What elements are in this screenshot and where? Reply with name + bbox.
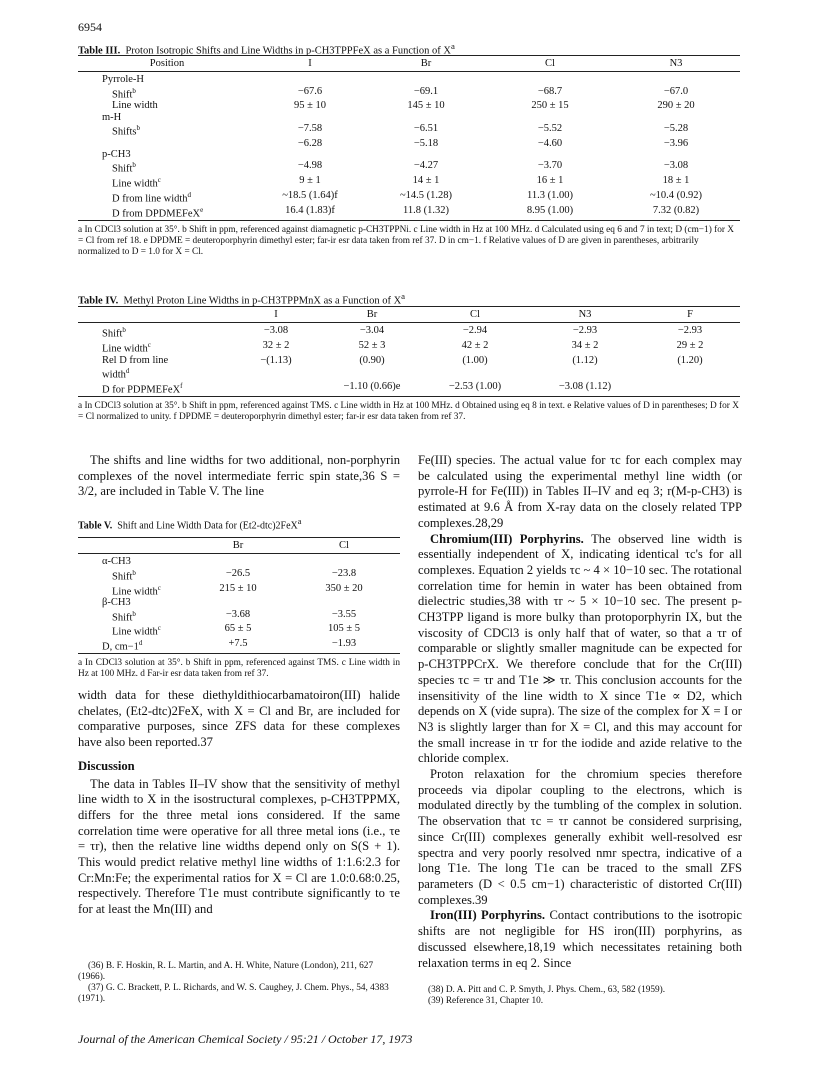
table-cell: −3.04: [359, 325, 385, 337]
table-cell: (0.90): [359, 354, 385, 366]
right-column: [418, 453, 742, 971]
table-cell: −7.58: [297, 122, 323, 134]
table-header-row: [78, 538, 400, 554]
right-references: [418, 985, 742, 1007]
table-cell: 8.95 (1.00): [526, 204, 574, 216]
table-row: [78, 138, 740, 149]
table-cell: 7.32 (0.82): [652, 204, 700, 216]
column-header: I: [228, 307, 324, 323]
right-para-1: Fe(III) species. The actual value for τc for each complex may be calculated using the experimental methyl line width (or pyrrole-H for Fe(III)) in Tables II–IV and eq 3; r(M-p-CH3) is estimated at 9.6 Å from X-ray data on the closely related TPP complexes.28,29: [418, 453, 742, 530]
table-row: [78, 149, 740, 160]
table-cell: 290 ± 20: [657, 100, 695, 112]
table-row: [78, 86, 740, 101]
table-cell: [188, 597, 288, 608]
column-header: [78, 538, 188, 554]
table5-label: Table V.: [78, 520, 113, 532]
chromium-heading: Chromium(III) Porphyrins.: [430, 531, 584, 546]
table-cell: −(1.13): [260, 354, 292, 366]
table5-grid: [78, 537, 400, 655]
table-cell: 250 ± 15: [531, 100, 569, 112]
table-cell: −3.70: [537, 160, 563, 172]
left-references: [78, 961, 400, 1005]
table4-title: Methyl Proton Line Widths in p-CH3TPPMnX as a Function of X: [123, 295, 402, 307]
table-cell: −4.60: [537, 137, 563, 149]
table-row: [78, 554, 400, 568]
row-label: width$^d$: [102, 367, 130, 381]
left-para-1: The shifts and line widths for two additional, non-porphyrin complexes of the novel intermediate ferric spin state,36 S = 3/2, are included in Table V. The line: [78, 453, 400, 499]
table4: [78, 306, 740, 423]
table-bottom-rule: [78, 396, 740, 398]
row-label: D from line width$^d$: [112, 190, 192, 205]
table-cell: −5.18: [413, 137, 439, 149]
table-row: [78, 623, 400, 638]
table-cell: [488, 72, 612, 86]
table-cell: 52 ± 3: [358, 340, 386, 352]
table-cell: [640, 381, 740, 396]
column-header: N3: [612, 56, 740, 72]
table-bottom-rule: [78, 220, 740, 222]
row-label: Shifts$^b$: [112, 123, 141, 138]
table-cell: −68.7: [537, 85, 563, 97]
table-cell: −3.08: [663, 160, 689, 172]
table-bottom-rule: [78, 654, 400, 656]
table-cell: 105 ± 5: [327, 623, 360, 635]
table-row: [78, 638, 400, 653]
right-para-4: Iron(III) Porphyrins. Contact contributions to the isotropic shifts are not negligible for HS iron(III) porphyrins, as discussed elsewhere,18,19 which necessitates retaining both relaxation terms in eq 2. Since: [418, 908, 742, 970]
table-row: [78, 609, 400, 624]
table-cell: [612, 149, 740, 160]
table-row: [78, 112, 740, 123]
table-cell: [228, 381, 324, 396]
table-cell: −3.55: [331, 608, 357, 620]
table-cell: (1.00): [462, 354, 488, 366]
row-label: Shift$^b$: [112, 86, 136, 101]
column-header: N3: [530, 307, 640, 323]
row-label: m-H: [102, 111, 122, 123]
table-cell: (1.12): [572, 354, 598, 366]
table-cell: −1.93: [331, 638, 357, 650]
row-label: Line width$^c$: [112, 624, 161, 638]
row-label: Pyrrole-H: [102, 74, 144, 86]
table-cell: 34 ± 2: [571, 340, 599, 352]
table-cell: [364, 149, 488, 160]
left-para-2: width data for these diethyldithiocarbamatoiron(III) halide chelates, (Et2-dtc)2FeX, with X = Cl and Br, are included for comparative purposes, since ZFS data for these complexes have also been reported.37: [78, 688, 400, 750]
reference-37: (37) G. C. Brackett, P. L. Richards, and W. S. Caughey, J. Chem. Phys., 54, 4383 (1971).: [78, 983, 389, 1004]
row-label: D, $cm-1^d$: [102, 639, 143, 653]
table-cell: −2.93: [572, 325, 598, 337]
table4-label: Table IV.: [78, 295, 119, 307]
table-row: [78, 366, 740, 381]
right-para-3: Proton relaxation for the chromium species therefore proceeds via dipolar coupling to the electrons, which is modulated directly by the tumbling of the complex in solution. The observation that τc = τr cannot be considered surprising, since Cr(III) complexes generally exhibit well-resolved esr spectra and very poorly resolved nmr spectra, indicative of a long T1e. The long T1e can be traced to the small ZFS parameters (D < 0.5 cm−1) characteristic of distorted Cr(III) complexes.39: [418, 767, 742, 907]
table-cell: 11.8 (1.32): [403, 204, 449, 216]
row-label: [78, 138, 256, 149]
table-row: [78, 100, 740, 111]
row-label: Line width$^c$: [102, 341, 151, 355]
table-cell: −67.6: [297, 85, 323, 97]
table-cell: 145 ± 10: [407, 100, 445, 112]
table-cell: 95 ± 10: [293, 100, 326, 112]
column-header: Br: [364, 56, 488, 72]
table-cell: [488, 112, 612, 123]
table-header-row: [78, 307, 740, 323]
table-cell: 11.3 (1.00): [527, 189, 573, 201]
row-label: Shift$^b$: [112, 609, 136, 624]
table-cell: −2.93: [677, 325, 703, 337]
table-cell: −26.5: [225, 567, 251, 579]
table-cell: −3.68: [225, 608, 251, 620]
table-cell: −3.96: [663, 137, 689, 149]
table-cell: [256, 112, 364, 123]
table-cell: [488, 149, 612, 160]
table-cell: 16.4 (1.83)f: [285, 204, 335, 216]
row-label: β-CH3: [102, 597, 131, 609]
right-para-2: Chromium(III) Porphyrins. The observed line width is essentially independent of X, indicating identical τc's for all complexes. Equation 2 yields τc ~ 4 × 10−10 sec. The rotational correlation time for hemin in water has been obtained from dielectric studies,38 with τr ~ 5 × 10−10 sec. The present p-CH3TPP ligand is more bulky than protoporphyrin IX, but the viscosity of CDCl3 is only half that of water, so that a τr of comparable or slightly smaller magnitude can be expected for p-CH3TPPCrX. We therefore conclude that for the Cr(III) species τc = τr and T1e ≫ τr. This conclusion accounts for the insensitivity of the line width to X since T1e ∝ D2, which depends on X (vide supra). The size of the complex for X = I or N3 is slightly larger than for X = Cl, and this may account for the small increase in τr for the iodide and azide relative to the chloride complex.: [418, 531, 743, 766]
table-cell: 350 ± 20: [325, 582, 363, 594]
left-column: [78, 453, 400, 918]
table-row: [78, 355, 740, 366]
table-cell: −2.53 (1.00): [448, 380, 502, 392]
table-cell: [228, 366, 324, 381]
column-header: Cl: [488, 56, 612, 72]
table-cell: 65 ± 5: [224, 623, 252, 635]
table-cell: [612, 72, 740, 86]
table-header-row: [78, 56, 740, 72]
column-header: Br: [188, 538, 288, 554]
table-cell: [256, 72, 364, 86]
table-cell: −69.1: [413, 85, 439, 97]
table-cell: −1.10 (0.66)e: [343, 380, 401, 392]
table-cell: −23.8: [331, 567, 357, 579]
iron-heading: Iron(III) Porphyrins.: [430, 908, 546, 923]
table-row: [78, 175, 740, 190]
row-label: Line width$^c$: [112, 176, 161, 190]
table4-caption: Table IV. Methyl Proton Line Widths in p-CH3TPPMnX as a Function of $X^a$: [78, 291, 406, 307]
table-cell: −6.51: [413, 122, 439, 134]
table-row: [78, 597, 400, 608]
reference-39: (39) Reference 31, Chapter 10.: [428, 996, 544, 1006]
table-cell: [324, 366, 420, 381]
column-header: Br: [324, 307, 420, 323]
table3-label: Table III.: [78, 45, 121, 57]
row-label: Line width$^c$: [112, 583, 161, 598]
row-label: D for PDPMEFeX$^f$: [102, 381, 183, 396]
table-cell: 9 ± 1: [299, 175, 321, 187]
table-row: [78, 381, 740, 396]
table-cell: 14 ± 1: [412, 175, 440, 187]
journal-footer: Journal of the American Chemical Society / 95:21 / October 17, 1973: [78, 1032, 413, 1046]
table-row: [78, 190, 740, 205]
table-cell: −5.52: [537, 122, 563, 134]
table-cell: −3.08 (1.12): [558, 380, 612, 392]
table-cell: [288, 554, 400, 568]
table-cell: [420, 366, 530, 381]
table-cell: (1.20): [677, 354, 703, 366]
table-cell: −2.94: [462, 325, 488, 337]
row-label: p-CH3: [102, 149, 131, 161]
table-cell: ~10.4 (0.92): [649, 189, 703, 201]
table-cell: ~14.5 (1.28): [399, 189, 453, 201]
row-label: Rel D from line: [102, 354, 169, 366]
table3: [78, 55, 740, 258]
row-label: Shift$^b$: [112, 161, 136, 175]
table-cell: [364, 112, 488, 123]
table-cell: [256, 149, 364, 160]
left-para-3: The data in Tables II–IV show that the sensitivity of methyl line width to X in the isostructural complexes, p-CH3TPPMX, differs for the three metal ions considered. If the same correlation time were operative for all three metal ions (i.e., τe = τr), then the relative line widths depend only on S(S + 1). This would predict relative methyl line widths of 1:1.6:2.3 for Cr:Mn:Fe; the experimental ratios for X = Cl are 1.0:0.68:0.25, respectively. Therefore T1e must contribute significantly to τe for at least the Mn(III) and: [78, 776, 400, 917]
row-label: D from DPDMEFeX$^e$: [112, 205, 204, 220]
column-header: I: [256, 56, 364, 72]
table-cell: 215 ± 10: [219, 582, 257, 594]
table-cell: [288, 597, 400, 608]
table-row: [78, 72, 740, 86]
table-cell: −67.0: [663, 85, 689, 97]
table3-footnote: a In CDCl3 solution at 35°. b Shift in ppm, referenced against diamagnetic p-CH3TPPNi. c Line width in Hz at 100 MHz. d Calculated using eq 6 and 7 in text; D (cm−1) for X = Cl from ref 18. e DPDME = deuteroporphyrin dimethyl ester; far-ir esr data taken from ref 37. D in cm−1. f Relative values of D are given in parentheses, arbitrarily normalized to D = 1.0 for X = Cl.: [78, 224, 734, 257]
table3-caption: Table III. Proton Isotropic Shifts and Line Widths in p-CH3TPPFeX as a Function of $X^a$: [78, 41, 455, 57]
table-cell: ~18.5 (1.64)f: [282, 189, 338, 201]
row-label: Shift$^b$: [102, 326, 126, 340]
table-row: [78, 123, 740, 138]
column-header: [78, 307, 228, 323]
column-header: F: [640, 307, 740, 323]
column-header: Position: [78, 56, 256, 72]
table-cell: −3.08: [263, 325, 289, 337]
table-cell: −5.28: [663, 122, 689, 134]
table-row: [78, 568, 400, 583]
table5-title: Shift and Line Width Data for (Et2-dtc)2FeX: [117, 520, 298, 532]
table-cell: [640, 366, 740, 381]
table-cell: [364, 72, 488, 86]
table-row: [78, 340, 740, 355]
table-cell: 29 ± 2: [676, 340, 704, 352]
table-cell: −4.27: [413, 160, 439, 172]
table-cell: +7.5: [228, 638, 248, 650]
table-row: [78, 583, 400, 598]
table5-caption: Table V. Shift and Line Width Data for (Et2-dtc)2FeX$^a$: [78, 517, 302, 532]
table-cell: [612, 112, 740, 123]
table3-grid: [78, 55, 740, 222]
table-cell: 16 ± 1: [536, 175, 564, 187]
row-label: Shift$^b$: [112, 568, 136, 583]
discussion-heading: Discussion: [78, 758, 135, 773]
table-cell: [530, 366, 640, 381]
row-label: α-CH3: [102, 556, 131, 568]
table4-grid: [78, 306, 740, 398]
table-cell: 42 ± 2: [461, 340, 489, 352]
table4-footnote: a In CDCl3 solution at 35°. b Shift in ppm, referenced against TMS. c Line width in Hz at 100 MHz. d Obtained using eq 8 in text. e Relative values of D in parentheses; D for X = Cl normalized to unity. f DPDME = deuteroporphyrin dimethyl ester; far-ir esr data taken from ref 37.: [78, 400, 739, 422]
reference-38: (38) D. A. Pitt and C. P. Smyth, J. Phys. Chem., 63, 582 (1959).: [428, 985, 666, 995]
reference-36: (36) B. F. Hoskin, R. L. Martin, and A. H. White, Nature (London), 211, 627 (1966).: [78, 961, 374, 982]
table3-title: Proton Isotropic Shifts and Line Widths in p-CH3TPPFeX as a Function of X: [125, 45, 451, 57]
table-cell: 32 ± 2: [262, 340, 290, 352]
table-row: [78, 323, 740, 340]
table-cell: −4.98: [297, 160, 323, 172]
table-cell: 18 ± 1: [662, 175, 690, 187]
table-row: [78, 205, 740, 220]
table-cell: [188, 554, 288, 568]
page-number: 6954: [78, 20, 102, 34]
table-cell: −6.28: [297, 137, 323, 149]
column-header: Cl: [420, 307, 530, 323]
row-label: Line width: [112, 100, 158, 112]
table-row: [78, 160, 740, 175]
table5-footnote: a In CDCl3 solution at 35°. b Shift in ppm, referenced against TMS. c Line width in Hz at 100 MHz. d Far-ir esr data taken from ref 37.: [78, 658, 400, 680]
column-header: Cl: [288, 538, 400, 554]
